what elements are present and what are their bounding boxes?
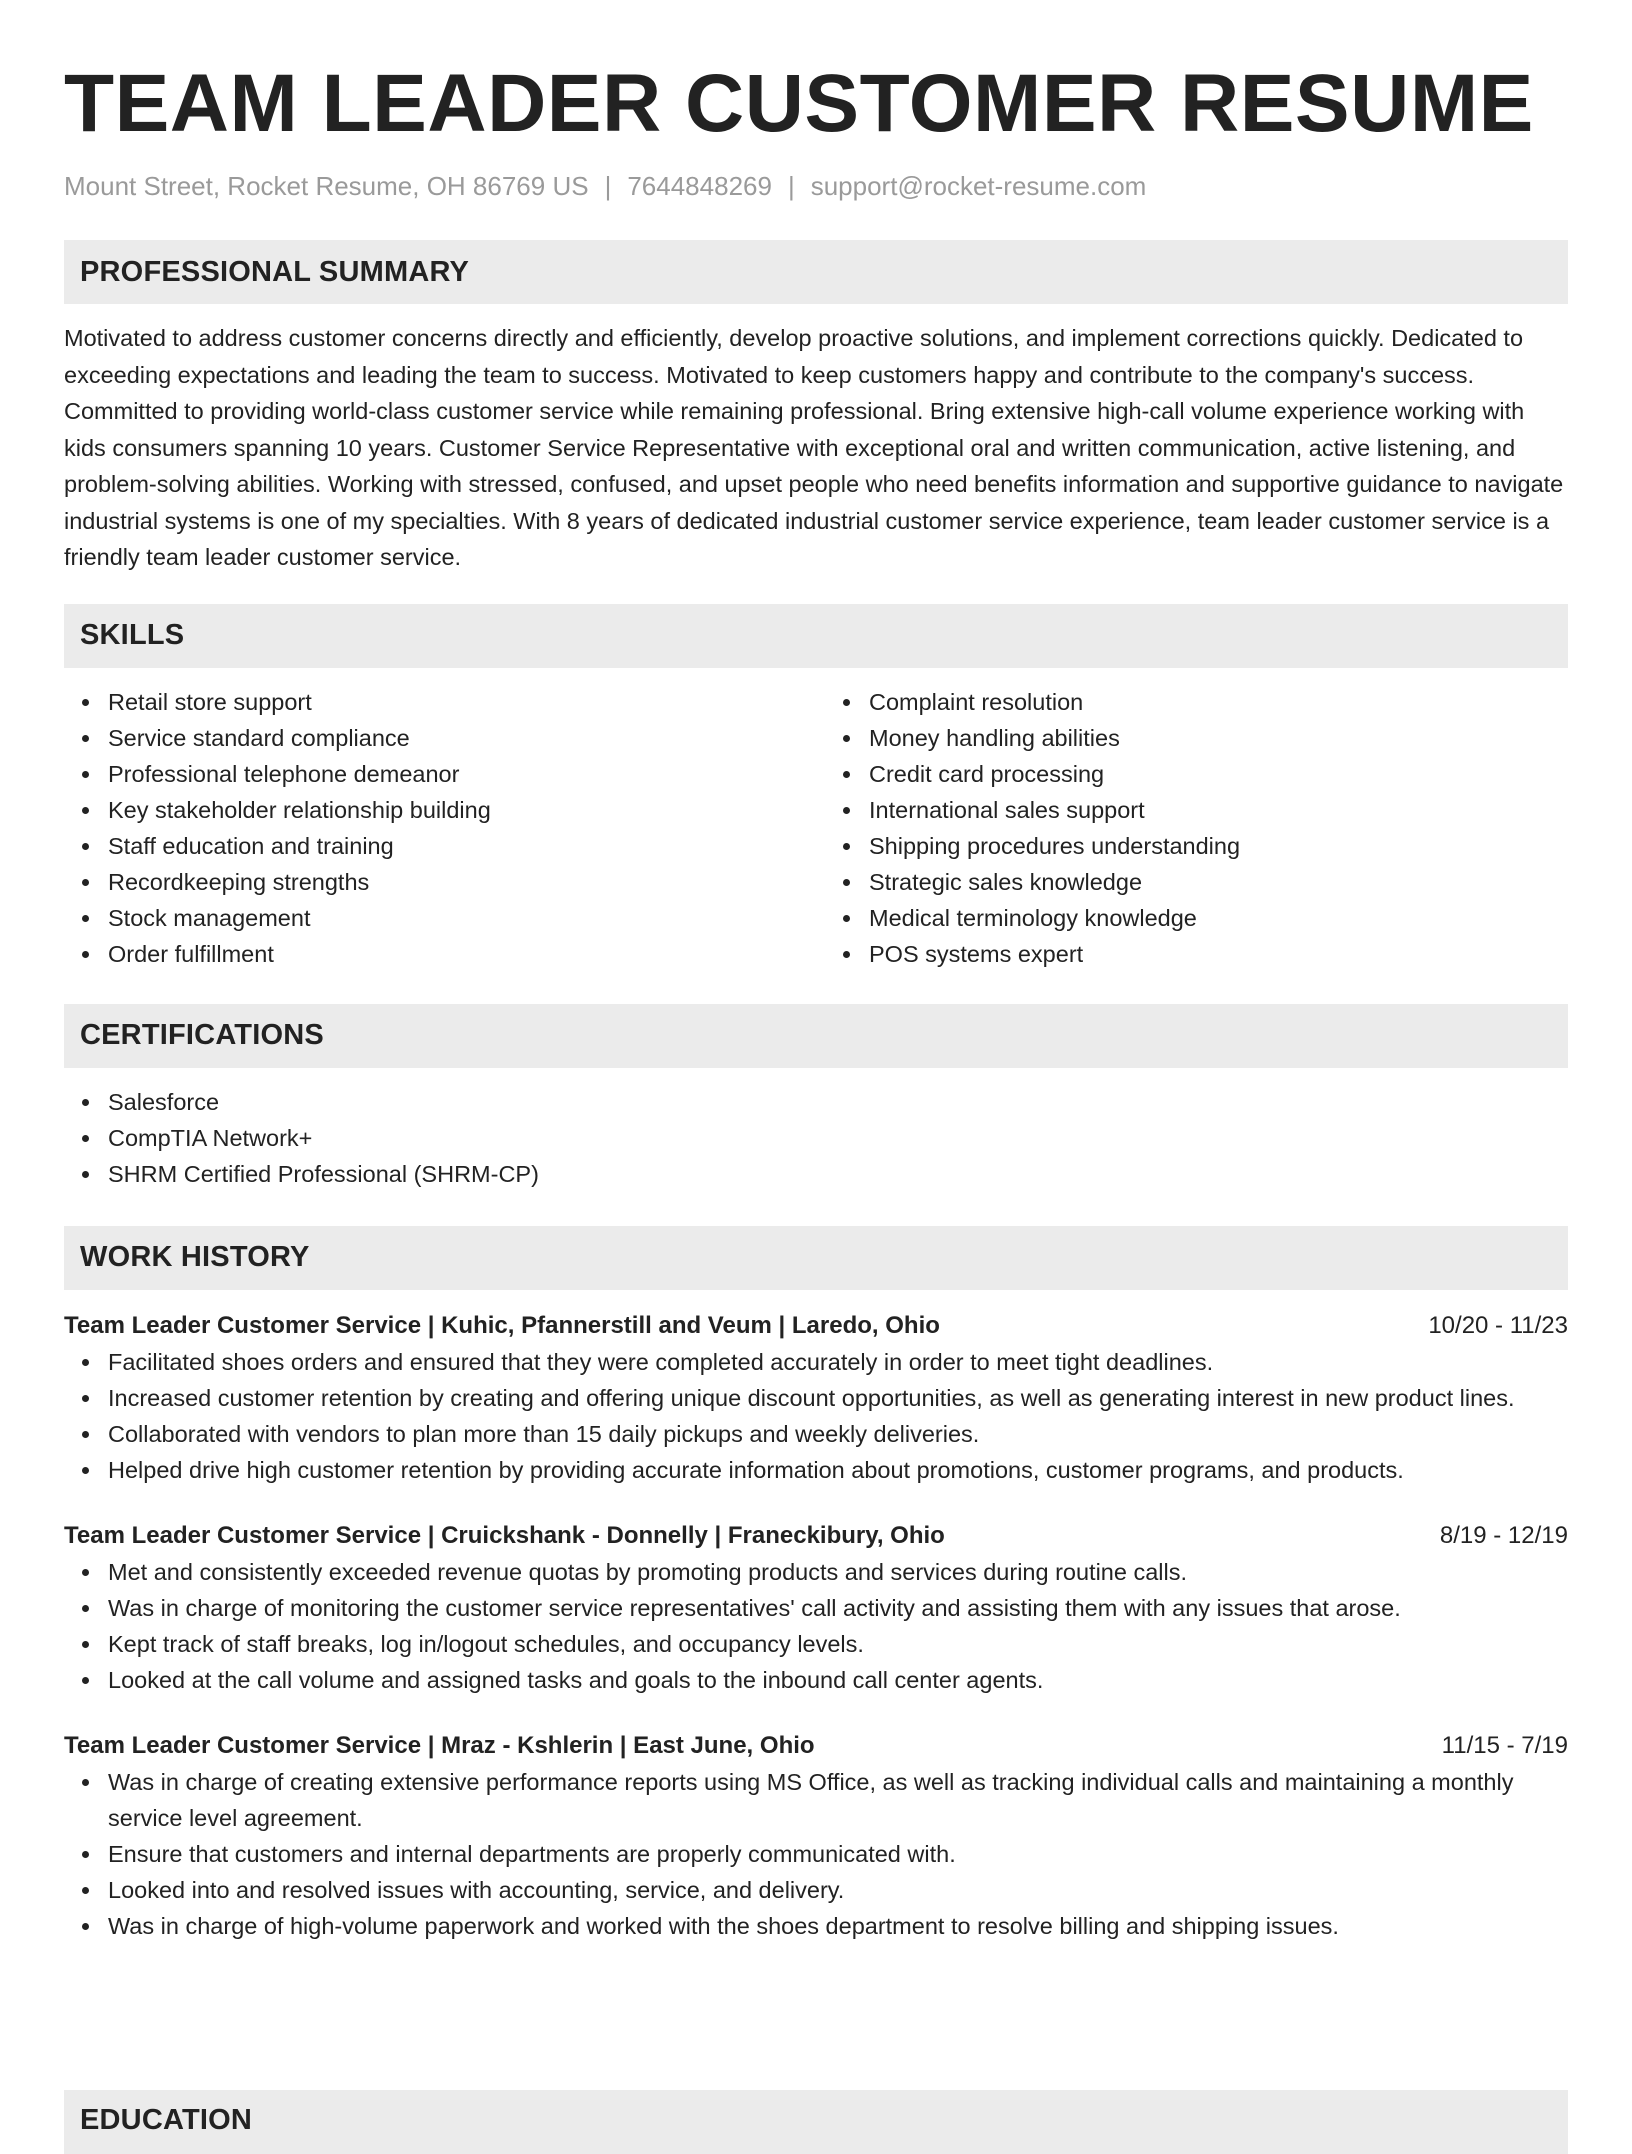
skills-column-left bbox=[64, 684, 807, 972]
list-item: Retail store support bbox=[64, 684, 807, 720]
list-item: Collaborated with vendors to plan more than 15 daily pickups and weekly deliveries. bbox=[64, 1416, 1568, 1452]
list-item: Key stakeholder relationship building bbox=[64, 792, 807, 828]
list-item: Professional telephone demeanor bbox=[64, 756, 807, 792]
skills-column-right bbox=[807, 684, 1568, 972]
job-bullets bbox=[64, 1554, 1568, 1698]
section-heading-certifications: CERTIFICATIONS bbox=[64, 1004, 1568, 1068]
list-item: Recordkeeping strengths bbox=[64, 864, 807, 900]
list-item: Ensure that customers and internal departments are properly communicated with. bbox=[64, 1836, 1568, 1872]
section-heading-summary: PROFESSIONAL SUMMARY bbox=[64, 240, 1568, 304]
job-title: Team Leader Customer Service | Mraz - Kshlerin | East June, Ohio bbox=[64, 1731, 815, 1759]
job-title: Team Leader Customer Service | Cruickshank - Donnelly | Franeckibury, Ohio bbox=[64, 1521, 945, 1549]
job-dates: 10/20 - 11/23 bbox=[1428, 1311, 1568, 1339]
certifications-list bbox=[64, 1084, 1568, 1192]
job-header bbox=[64, 1728, 1568, 1764]
list-item: Medical terminology knowledge bbox=[825, 900, 1568, 936]
list-item: Met and consistently exceeded revenue quotas by promoting products and services during routine calls. bbox=[64, 1554, 1568, 1590]
list-item: Complaint resolution bbox=[825, 684, 1568, 720]
list-item: Shipping procedures understanding bbox=[825, 828, 1568, 864]
list-item: CompTIA Network+ bbox=[64, 1120, 1568, 1156]
job-entry bbox=[64, 1728, 1568, 1944]
list-item: Facilitated shoes orders and ensured that they were completed accurately in order to meet tight deadlines. bbox=[64, 1344, 1568, 1380]
section-heading-work-history: WORK HISTORY bbox=[64, 1226, 1568, 1290]
section-heading-skills: SKILLS bbox=[64, 604, 1568, 668]
job-header bbox=[64, 1308, 1568, 1344]
list-item: Service standard compliance bbox=[64, 720, 807, 756]
section-heading-education: EDUCATION bbox=[64, 2090, 1568, 2154]
list-item: Credit card processing bbox=[825, 756, 1568, 792]
list-item: Salesforce bbox=[64, 1084, 1568, 1120]
list-item: Was in charge of creating extensive performance reports using MS Office, as well as tracking individual calls and maintaining a monthly service level agreement. bbox=[64, 1764, 1568, 1836]
summary-text: Motivated to address customer concerns directly and efficiently, develop proactive solutions, and implement corrections quickly. Dedicated to exceeding expectations and leading the team to success. Motivated to keep customers happy and contribute to the company's success. Committed to providing world-class customer service while remaining professional. Bring extensive high-call volume experience working with kids consumers spanning 10 years. Customer Service Representative with exceptional oral and written communication, active listening, and problem-solving abilities. Working with stressed, confused, and upset people who need benefits information and supportive guidance to navigate industrial systems is one of my specialties. With 8 years of dedicated industrial customer service experience, team leader customer service is a friendly team leader customer service. bbox=[64, 325, 1564, 570]
job-bullets bbox=[64, 1344, 1568, 1488]
list-item: Order fulfillment bbox=[64, 936, 807, 972]
list-item: POS systems expert bbox=[825, 936, 1568, 972]
list-item: Was in charge of high-volume paperwork and worked with the shoes department to resolve billing and shipping issues. bbox=[64, 1908, 1568, 1944]
contact-line bbox=[64, 170, 1568, 202]
list-item: SHRM Certified Professional (SHRM-CP) bbox=[64, 1156, 1568, 1192]
job-header bbox=[64, 1518, 1568, 1554]
list-item: Helped drive high customer retention by providing accurate information about promotions, customer programs, and products. bbox=[64, 1452, 1568, 1488]
contact-address: Mount Street, Rocket Resume, OH 86769 US bbox=[64, 171, 589, 201]
list-item: Looked into and resolved issues with accounting, service, and delivery. bbox=[64, 1872, 1568, 1908]
list-item: Strategic sales knowledge bbox=[825, 864, 1568, 900]
contact-separator: | bbox=[604, 171, 612, 201]
list-item: Increased customer retention by creating and offering unique discount opportunities, as well as generating interest in new product lines. bbox=[64, 1380, 1568, 1416]
job-dates: 8/19 - 12/19 bbox=[1439, 1521, 1568, 1549]
list-item: Staff education and training bbox=[64, 828, 807, 864]
job-bullets bbox=[64, 1764, 1568, 1944]
job-entry bbox=[64, 1308, 1568, 1488]
contact-email: support@rocket-resume.com bbox=[810, 171, 1147, 201]
list-item: Money handling abilities bbox=[825, 720, 1568, 756]
skills-list bbox=[64, 684, 1568, 972]
list-item: Was in charge of monitoring the customer service representatives' call activity and assisting them with any issues that arose. bbox=[64, 1590, 1568, 1626]
list-item: Stock management bbox=[64, 900, 807, 936]
contact-phone: 7644848269 bbox=[627, 171, 772, 201]
contact-separator: | bbox=[787, 171, 795, 201]
job-dates: 11/15 - 7/19 bbox=[1441, 1731, 1568, 1759]
list-item: Looked at the call volume and assigned tasks and goals to the inbound call center agents. bbox=[64, 1662, 1568, 1698]
list-item: Kept track of staff breaks, log in/logout schedules, and occupancy levels. bbox=[64, 1626, 1568, 1662]
list-item: International sales support bbox=[825, 792, 1568, 828]
job-entry bbox=[64, 1518, 1568, 1698]
resume-title: TEAM LEADER CUSTOMER RESUME bbox=[64, 58, 1534, 149]
job-title: Team Leader Customer Service | Kuhic, Pfannerstill and Veum | Laredo, Ohio bbox=[64, 1311, 940, 1339]
